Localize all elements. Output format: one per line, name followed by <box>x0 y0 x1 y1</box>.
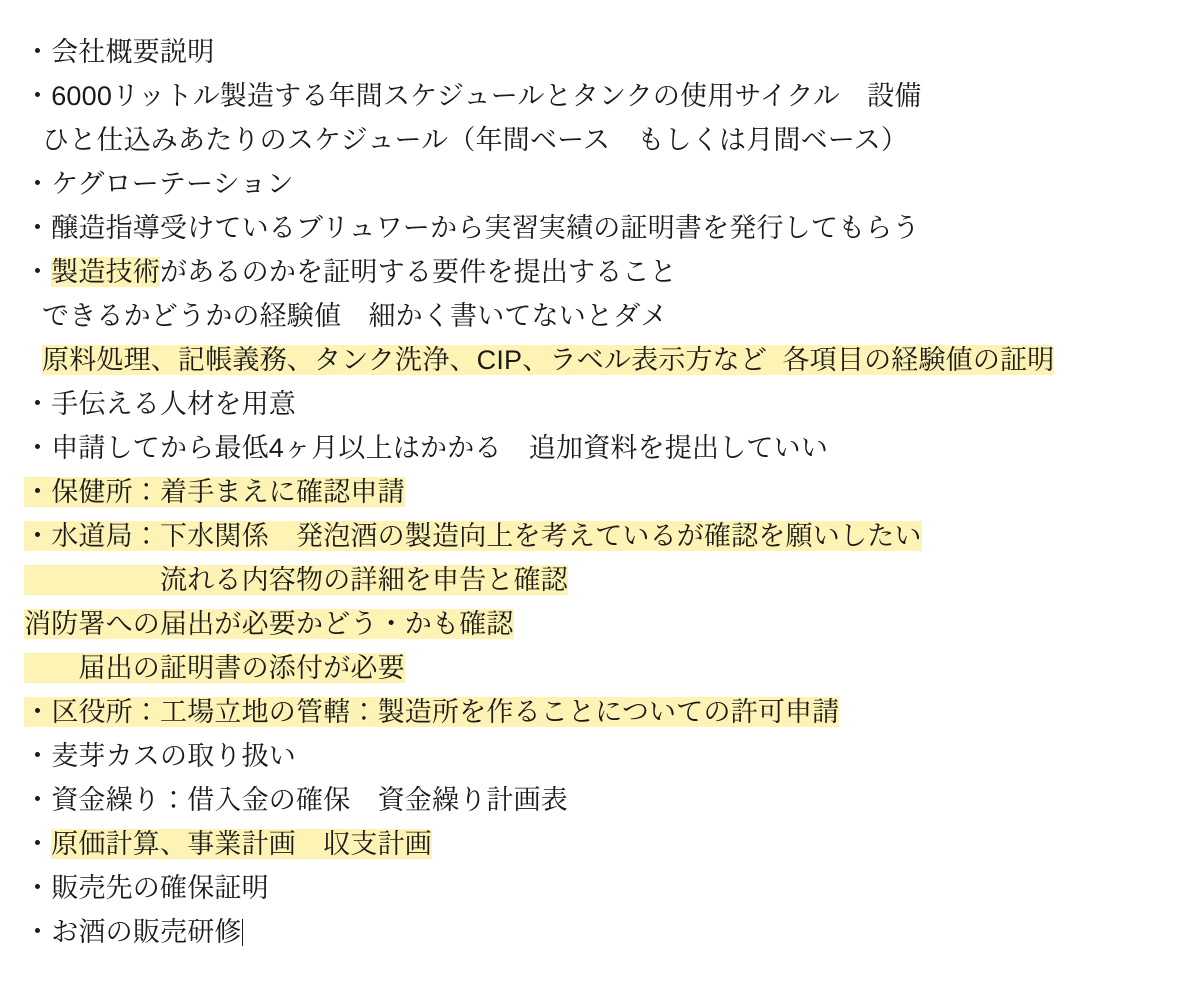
plain-text: ・販売先の確保証明 <box>24 873 269 903</box>
plain-text: できるかどうかの経験値 細かく書いてないとダメ <box>42 301 668 331</box>
document-line <box>24 382 1178 426</box>
document-line <box>24 30 1178 74</box>
document-line <box>24 646 1178 690</box>
document-line <box>24 338 1178 382</box>
text-cursor <box>242 919 243 946</box>
plain-text: ・ <box>24 257 52 287</box>
document-line <box>24 602 1178 646</box>
plain-text: ・申請してから最低4ヶ月以上はかかる 追加資料を提出していい <box>24 433 829 463</box>
document-line <box>24 514 1178 558</box>
highlighted-text: 製造技術 <box>51 257 161 287</box>
document-line <box>24 118 1178 162</box>
document-line <box>24 250 1178 294</box>
document-line <box>24 74 1178 118</box>
document-line <box>24 866 1178 910</box>
plain-text: ・麦芽カスの取り扱い <box>24 741 296 771</box>
plain-text: があるのかを証明する要件を提出すること <box>160 257 677 287</box>
plain-text: ・ケグローテーション <box>24 169 294 199</box>
plain-text: ・資金繰り：借入金の確保 資金繰り計画表 <box>24 785 568 815</box>
document-line <box>24 206 1178 250</box>
document-line <box>24 426 1178 470</box>
document-line <box>24 558 1178 602</box>
highlighted-text: 流れる内容物の詳細を申告と確認 <box>24 565 568 595</box>
document-line <box>24 778 1178 822</box>
plain-text: ひと仕込みあたりのスケジュール（年間ベース もしくは月間ベース） <box>42 125 909 155</box>
plain-text: ・6000リットル製造する年間スケジュールとタンクの使用サイクル 設備 <box>24 81 922 111</box>
plain-text: ・醸造指導受けているブリュワーから実習実績の証明書を発行してもらう <box>24 213 920 243</box>
document-line <box>24 690 1178 734</box>
highlighted-text: ・水道局：下水関係 発泡酒の製造向上を考えているが確認を願いしたい <box>24 521 922 551</box>
document-line <box>24 470 1178 514</box>
document-line <box>24 294 1178 338</box>
document-line <box>24 734 1178 778</box>
highlighted-text: 消防署への届出が必要かどう・かも確認 <box>24 609 514 639</box>
document-line <box>24 162 1178 206</box>
plain-text: ・お酒の販売研修 <box>24 917 242 947</box>
highlighted-text: 届出の証明書の添付が必要 <box>24 653 405 683</box>
document-line <box>24 910 1178 954</box>
highlighted-text: ・保健所：着手まえに確認申請 <box>24 477 405 507</box>
highlighted-text: ・区役所：工場立地の管轄：製造所を作ることについての許可申請 <box>24 697 840 727</box>
highlighted-text: 原料処理、記帳義務、タンク洗浄、CIP、ラベル表示方など 各項目の経験値の証明 <box>42 345 1055 375</box>
plain-text: ・ <box>24 829 52 859</box>
plain-text: ・手伝える人材を用意 <box>24 389 296 419</box>
highlighted-text: 原価計算、事業計画 収支計画 <box>51 829 433 859</box>
document-line <box>24 822 1178 866</box>
plain-text: ・会社概要説明 <box>24 37 215 67</box>
